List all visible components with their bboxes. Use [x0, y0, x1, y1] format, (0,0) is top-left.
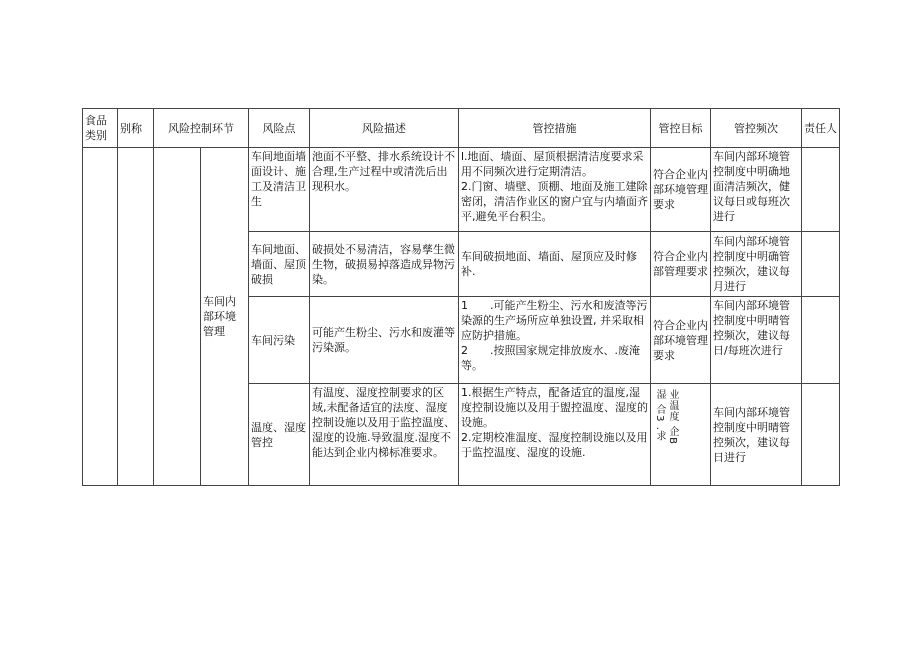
header-risk-point: 风险点 — [249, 109, 310, 148]
header-food-category: 食品类别 — [83, 109, 118, 148]
risk-point-cell: 车间地面墙面设计、施工及清洁卫生 — [249, 148, 310, 232]
control-target-rotated-text: 业温度 企B湿 合3 .求 — [654, 389, 678, 446]
risk-control-table — [82, 108, 840, 486]
food-category-cell — [83, 148, 118, 486]
risk-description-cell: 池面不平整、排水系统设计不合理,生产过程中或清洗后出现积水。 — [310, 148, 459, 232]
risk-description-cell: 破损处不易清洁，容易孳生微生物，破损易掉落造成异物污染。 — [310, 232, 459, 297]
risk-description-cell: 有温度、湿度控制要求的区域,未配备适宜的法度、湿度控制设施以及用于监控温度、湿度的设施.导致温度.湿度不能达到企业内梯标准要求。 — [310, 384, 459, 486]
risk-point-cell: 车间地面、墙面、屋顶破损 — [249, 232, 310, 297]
control-measures-cell — [459, 148, 651, 232]
control-stage-cell — [154, 148, 201, 486]
stage-name-cell: 车间内部环境管理 — [201, 148, 249, 486]
header-alias: 别称 — [118, 109, 154, 148]
risk-point-cell: 温度、湿度管控 — [249, 384, 310, 486]
control-target-cell: 符合企业内部环境管理要求 — [651, 148, 711, 232]
control-frequency-cell: 车间内部环境管控制度中明确地面清洁频次，健议每日或每班次进行 — [711, 148, 802, 232]
risk-description-cell: 可能产生粉尘、污水和废灌等污染源。 — [310, 297, 459, 384]
control-measures-cell: 车间破损地面、墙面、屋顶应及时修补. — [459, 232, 651, 297]
control-frequency-cell: 车间内部环境管控制度中明晴管控频次，建议每日进行 — [711, 384, 802, 486]
control-target-cell: 符合企业内部管理要求 — [651, 232, 711, 297]
responsible-cell — [802, 297, 840, 384]
header-control-stage: 风险控制环节 — [154, 109, 249, 148]
control-target-cell: 符合企业内部环境管理要求 — [651, 297, 711, 384]
control-measures-cell — [459, 384, 651, 486]
responsible-cell — [802, 232, 840, 297]
risk-point-cell: 车间污染 — [249, 297, 310, 384]
responsible-cell — [802, 148, 840, 232]
control-measures-cell — [459, 297, 651, 384]
table-header-row — [83, 109, 840, 148]
responsible-cell — [802, 384, 840, 486]
header-control-frequency: 管控频次 — [711, 109, 802, 148]
table-row — [83, 148, 840, 232]
control-measures-text: 1 .可能产生粉尘、污水和废渣等污染源的生产场所应单独设置, 并采取相应防护措施。 2 .按照国家规定排放废水、.废淹等。 — [461, 299, 648, 372]
control-frequency-cell: 车间内部环境管控制度中明晴管控频次，建议每日/每班次进行 — [711, 297, 802, 384]
header-responsible: 责任人 — [802, 109, 840, 148]
control-frequency-cell: 车间内部环境管控制度中明确管控频次，建议每月进行 — [711, 232, 802, 297]
header-control-measures: 管控措施 — [459, 109, 651, 148]
header-risk-description: 风险描述 — [310, 109, 459, 148]
header-control-target: 管控目标 — [651, 109, 711, 148]
control-measures-text: 1.根据生产特点，配备适宜的温度,湿度控制设施以及用于盥控温度、湿度的设施。 2.定期校准温度、湿度控制设施以及用于监控温度、湿度的设施. — [461, 386, 648, 459]
control-measures-text: l.地面、墙面、屋顶根据清洁度要求采用不同频次进行定期清洁。 2.门窗、墙壁、顶棚、地面及施工建除密闭，清洁作业区的窗户宜与内墙面齐平,避免平台积尘。 — [461, 150, 648, 223]
control-target-cell — [651, 384, 711, 486]
alias-cell — [118, 148, 154, 486]
